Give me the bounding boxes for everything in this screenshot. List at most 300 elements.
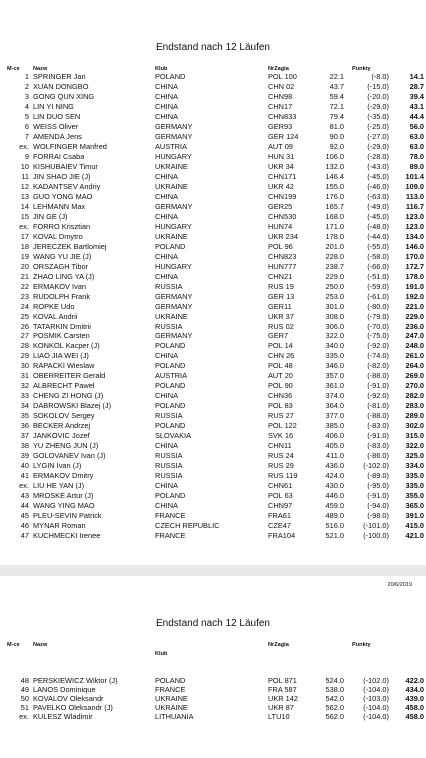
position-cell: 28 bbox=[20, 341, 29, 351]
points-discard-cell: (-59.0) bbox=[367, 281, 389, 291]
table-row bbox=[0, 421, 426, 430]
points-discard-cell: (-49.0) bbox=[367, 201, 389, 211]
points-gross-cell: 308.0 bbox=[325, 311, 344, 321]
position-cell: 37 bbox=[20, 431, 29, 441]
points-net-cell: 248.0 bbox=[405, 341, 424, 351]
points-discard-cell: (-80.0) bbox=[367, 301, 389, 311]
table-row bbox=[0, 132, 426, 141]
points-gross-cell: 22.1 bbox=[329, 72, 344, 81]
table-row bbox=[0, 182, 426, 191]
position-cell: ex. bbox=[19, 141, 29, 151]
points-gross-cell: 301.0 bbox=[325, 301, 344, 311]
points-gross-cell: 92.0 bbox=[329, 141, 344, 151]
table-row bbox=[0, 222, 426, 231]
club-cell: RUSSIA bbox=[155, 461, 183, 471]
points-discard-cell: (-75.0) bbox=[367, 331, 389, 341]
points-gross-cell: 377.0 bbox=[325, 411, 344, 421]
sail-number-cell: CHN98 bbox=[268, 91, 293, 101]
name-cell: ZHAO LING YA (J) bbox=[33, 271, 95, 281]
sail-number-cell: GER11 bbox=[268, 301, 292, 311]
points-discard-cell: (-8.0) bbox=[371, 72, 389, 81]
points-gross-cell: 43.7 bbox=[329, 81, 344, 91]
points-gross-cell: 335.0 bbox=[325, 351, 344, 361]
position-cell: 41 bbox=[20, 471, 29, 481]
points-discard-cell: (-58.0) bbox=[367, 251, 389, 261]
points-net-cell: 116.7 bbox=[405, 201, 424, 211]
table-row bbox=[0, 411, 426, 420]
table-row bbox=[0, 162, 426, 171]
points-net-cell: 421.0 bbox=[405, 531, 424, 541]
page-title: Endstand nach 12 Läufen bbox=[156, 618, 270, 629]
name-cell: ALBRECHT Pawel bbox=[33, 381, 95, 391]
club-cell: FRANCE bbox=[155, 511, 186, 521]
table-row bbox=[0, 82, 426, 91]
name-cell: CHENG ZI HONG (J) bbox=[33, 391, 104, 401]
club-cell: GERMANY bbox=[155, 131, 193, 141]
sail-number-cell: CHN 26 bbox=[268, 351, 295, 361]
club-cell: GERMANY bbox=[155, 201, 193, 211]
points-gross-cell: 430.0 bbox=[325, 481, 344, 491]
points-gross-cell: 155.0 bbox=[325, 181, 344, 191]
club-cell: FRANCE bbox=[155, 685, 186, 695]
points-net-cell: 270.0 bbox=[405, 381, 424, 391]
position-cell: 39 bbox=[20, 451, 29, 461]
club-cell: POLAND bbox=[155, 381, 186, 391]
points-discard-cell: (-91.0) bbox=[367, 431, 389, 441]
points-net-cell: 123.0 bbox=[405, 221, 424, 231]
points-net-cell: 63.0 bbox=[409, 141, 424, 151]
table-row bbox=[0, 192, 426, 201]
table-row bbox=[0, 461, 426, 470]
points-net-cell: 170.0 bbox=[405, 251, 424, 261]
header-points: Punkty bbox=[352, 642, 371, 648]
points-gross-cell: 322.0 bbox=[325, 331, 344, 341]
points-net-cell: 422.0 bbox=[405, 676, 424, 685]
sail-number-cell: LTU10 bbox=[268, 712, 290, 722]
position-cell: 40 bbox=[20, 461, 29, 471]
points-net-cell: 322.0 bbox=[405, 441, 424, 451]
table-row bbox=[0, 481, 426, 490]
points-net-cell: 221.0 bbox=[405, 301, 424, 311]
name-cell: JIN GE (J) bbox=[33, 211, 68, 221]
points-net-cell: 78.0 bbox=[409, 151, 424, 161]
name-cell: FORRAI Csaba bbox=[33, 151, 85, 161]
points-discard-cell: (-82.0) bbox=[367, 361, 389, 371]
table-row bbox=[0, 381, 426, 390]
position-cell: 19 bbox=[20, 251, 29, 261]
club-cell: POLAND bbox=[155, 241, 186, 251]
club-cell: GERMANY bbox=[155, 301, 193, 311]
points-discard-cell: (-43.0) bbox=[367, 161, 389, 171]
points-gross-cell: 178.0 bbox=[325, 231, 344, 241]
points-gross-cell: 562.0 bbox=[325, 712, 344, 722]
points-discard-cell: (-48.0) bbox=[367, 221, 389, 231]
points-gross-cell: 361.0 bbox=[325, 381, 344, 391]
position-cell: 2 bbox=[24, 81, 29, 91]
table-row bbox=[0, 122, 426, 131]
club-cell: RUSSIA bbox=[155, 451, 183, 461]
points-gross-cell: 106.0 bbox=[325, 151, 344, 161]
table-row bbox=[0, 511, 426, 520]
sail-number-cell: POL 100 bbox=[268, 72, 297, 81]
page-title: Endstand nach 12 Läufen bbox=[156, 42, 270, 53]
name-cell: GONG QUN XING bbox=[33, 91, 95, 101]
name-cell: AMENDA Jens bbox=[33, 131, 82, 141]
club-cell: FRANCE bbox=[155, 531, 186, 541]
club-cell: CHINA bbox=[155, 211, 178, 221]
sail-number-cell: CHN199 bbox=[268, 191, 297, 201]
header-sail-number: NrZagla bbox=[268, 642, 289, 648]
club-cell: RUSSIA bbox=[155, 471, 183, 481]
name-cell: KUCHMECKI Irenee bbox=[33, 531, 101, 541]
position-cell: 35 bbox=[20, 411, 29, 421]
table-row bbox=[0, 152, 426, 161]
sail-number-cell: CZE47 bbox=[268, 521, 292, 531]
points-net-cell: 178.0 bbox=[405, 271, 424, 281]
table-row bbox=[0, 172, 426, 181]
name-cell: LIU HE YAN (J) bbox=[33, 481, 85, 491]
club-cell: CHINA bbox=[155, 351, 178, 361]
position-cell: 50 bbox=[20, 694, 29, 704]
position-cell: 9 bbox=[24, 151, 29, 161]
points-discard-cell: (-91.0) bbox=[367, 381, 389, 391]
club-cell: CHINA bbox=[155, 501, 178, 511]
name-cell: ERMAKOV Dmitry bbox=[33, 471, 94, 481]
name-cell: GUO YONG MAO bbox=[33, 191, 93, 201]
sail-number-cell: UKR 87 bbox=[268, 703, 294, 713]
position-cell: 51 bbox=[20, 703, 29, 713]
position-cell: 48 bbox=[20, 676, 29, 685]
name-cell: DABROWSKI Blazej (J) bbox=[33, 401, 112, 411]
sail-number-cell: UKR 234 bbox=[268, 231, 298, 241]
club-cell: CHINA bbox=[155, 101, 178, 111]
points-gross-cell: 250.0 bbox=[325, 281, 344, 291]
club-cell: CHINA bbox=[155, 271, 178, 281]
name-cell: JANKOVIC Jozef bbox=[33, 431, 90, 441]
points-gross-cell: 385.0 bbox=[325, 421, 344, 431]
position-cell: 46 bbox=[20, 521, 29, 531]
points-net-cell: 261.0 bbox=[405, 351, 424, 361]
sail-number-cell: GER93 bbox=[268, 121, 293, 131]
points-gross-cell: 146.4 bbox=[325, 171, 344, 181]
points-discard-cell: (-104.0) bbox=[363, 703, 389, 713]
points-net-cell: 282.0 bbox=[405, 391, 424, 401]
points-gross-cell: 253.0 bbox=[325, 291, 344, 301]
points-discard-cell: (-44.0) bbox=[367, 231, 389, 241]
points-discard-cell: (-91.0) bbox=[367, 491, 389, 501]
table-row bbox=[0, 441, 426, 450]
points-discard-cell: (-28.0) bbox=[367, 151, 389, 161]
table-row bbox=[0, 361, 426, 370]
points-discard-cell: (-88.0) bbox=[367, 411, 389, 421]
sail-number-cell: POL 871 bbox=[268, 676, 297, 685]
points-discard-cell: (-98.0) bbox=[367, 511, 389, 521]
points-gross-cell: 364.0 bbox=[325, 401, 344, 411]
table-row bbox=[0, 491, 426, 500]
position-cell: 36 bbox=[20, 421, 29, 431]
name-cell: XUAN DONGBO bbox=[33, 81, 89, 91]
sail-number-cell: CHN530 bbox=[268, 211, 297, 221]
points-discard-cell: (-89.0) bbox=[367, 471, 389, 481]
club-cell: CHINA bbox=[155, 171, 178, 181]
header-club: Klub bbox=[155, 651, 168, 657]
points-gross-cell: 72.1 bbox=[329, 101, 344, 111]
club-cell: CHINA bbox=[155, 91, 178, 101]
points-discard-cell: (-103.0) bbox=[363, 694, 389, 704]
name-cell: LYGIN Ivan (J) bbox=[33, 461, 82, 471]
table-row bbox=[0, 501, 426, 510]
header-sail-number: NrZagla bbox=[268, 66, 289, 72]
points-discard-cell: (-55.0) bbox=[367, 241, 389, 251]
table-row bbox=[0, 471, 426, 480]
table-row bbox=[0, 676, 426, 685]
points-discard-cell: (-25.0) bbox=[367, 121, 389, 131]
points-gross-cell: 562.0 bbox=[325, 703, 344, 713]
position-cell: 23 bbox=[20, 291, 29, 301]
position-cell: 26 bbox=[20, 321, 29, 331]
points-gross-cell: 90.0 bbox=[329, 131, 344, 141]
club-cell: AUSTRIA bbox=[155, 141, 188, 151]
points-gross-cell: 357.0 bbox=[325, 371, 344, 381]
table-row bbox=[0, 322, 426, 331]
name-cell: WOLFINGER Manfred bbox=[33, 141, 107, 151]
points-gross-cell: 132.0 bbox=[325, 161, 344, 171]
club-cell: POLAND bbox=[155, 72, 186, 81]
club-cell: LITHUANIA bbox=[155, 712, 194, 722]
sail-number-cell: CHN36 bbox=[268, 391, 293, 401]
position-cell: 47 bbox=[20, 531, 29, 541]
points-net-cell: 269.0 bbox=[405, 371, 424, 381]
points-gross-cell: 436.0 bbox=[325, 461, 344, 471]
points-net-cell: 458.0 bbox=[405, 712, 424, 722]
name-cell: KOVAL Andrii bbox=[33, 311, 78, 321]
points-net-cell: 192.0 bbox=[405, 291, 424, 301]
table-row bbox=[0, 341, 426, 350]
position-cell: 4 bbox=[24, 101, 29, 111]
points-gross-cell: 81.0 bbox=[329, 121, 344, 131]
sail-number-cell: FRA 587 bbox=[268, 685, 297, 695]
table-row bbox=[0, 252, 426, 261]
sail-number-cell: GER 124 bbox=[268, 131, 299, 141]
club-cell: POLAND bbox=[155, 401, 186, 411]
sail-number-cell: CHN61 bbox=[268, 481, 293, 491]
position-cell: ex. bbox=[19, 712, 29, 722]
points-gross-cell: 346.0 bbox=[325, 361, 344, 371]
points-net-cell: 264.0 bbox=[405, 361, 424, 371]
position-cell: 5 bbox=[24, 111, 29, 121]
points-gross-cell: 168.0 bbox=[325, 211, 344, 221]
position-cell: 20 bbox=[20, 261, 29, 271]
sail-number-cell: HUN 31 bbox=[268, 151, 295, 161]
points-gross-cell: 238.7 bbox=[325, 261, 344, 271]
points-discard-cell: (-46.0) bbox=[367, 181, 389, 191]
points-net-cell: 43.1 bbox=[409, 101, 424, 111]
name-cell: FORRO Krisztian bbox=[33, 221, 91, 231]
sail-number-cell: GER7 bbox=[268, 331, 289, 341]
sail-number-cell: RUS 27 bbox=[268, 411, 294, 421]
points-gross-cell: 405.0 bbox=[325, 441, 344, 451]
position-cell: 17 bbox=[20, 231, 29, 241]
points-net-cell: 56.0 bbox=[409, 121, 424, 131]
position-cell: 49 bbox=[20, 685, 29, 695]
position-cell: 33 bbox=[20, 391, 29, 401]
club-cell: GERMANY bbox=[155, 121, 193, 131]
position-cell: 14 bbox=[20, 201, 29, 211]
club-cell: CHINA bbox=[155, 391, 178, 401]
table-row bbox=[0, 431, 426, 440]
name-cell: LANOS Dominique bbox=[33, 685, 96, 695]
position-cell: 34 bbox=[20, 401, 29, 411]
points-gross-cell: 538.0 bbox=[325, 685, 344, 695]
table-row bbox=[0, 391, 426, 400]
points-net-cell: 191.0 bbox=[405, 281, 424, 291]
club-cell: CHINA bbox=[155, 191, 178, 201]
points-net-cell: 109.0 bbox=[405, 181, 424, 191]
header-club: Klub bbox=[155, 66, 168, 72]
name-cell: RUDOLPH Frank bbox=[33, 291, 91, 301]
name-cell: ERMAKOV Ivan bbox=[33, 281, 86, 291]
sail-number-cell: FRA104 bbox=[268, 531, 296, 541]
print-date: 20/6/2019 bbox=[387, 582, 412, 588]
sail-number-cell: POL 96 bbox=[268, 241, 293, 251]
header-name: Nazw bbox=[33, 66, 48, 72]
points-discard-cell: (-104.0) bbox=[363, 712, 389, 722]
table-row bbox=[0, 112, 426, 121]
points-gross-cell: 516.0 bbox=[325, 521, 344, 531]
club-cell: CHINA bbox=[155, 481, 178, 491]
table-row bbox=[0, 371, 426, 380]
points-net-cell: 335.0 bbox=[405, 481, 424, 491]
position-cell: 38 bbox=[20, 441, 29, 451]
position-cell: 43 bbox=[20, 491, 29, 501]
points-net-cell: 123.0 bbox=[405, 211, 424, 221]
points-net-cell: 247.0 bbox=[405, 331, 424, 341]
club-cell: CHINA bbox=[155, 251, 178, 261]
name-cell: POSMIK Carsten bbox=[33, 331, 90, 341]
points-discard-cell: (-81.0) bbox=[367, 401, 389, 411]
position-cell: 15 bbox=[20, 211, 29, 221]
points-gross-cell: 59.4 bbox=[329, 91, 344, 101]
name-cell: KISHUBAIEV Timur bbox=[33, 161, 98, 171]
points-gross-cell: 340.0 bbox=[325, 341, 344, 351]
table-row bbox=[0, 262, 426, 271]
table-row bbox=[0, 401, 426, 410]
points-gross-cell: 542.0 bbox=[325, 694, 344, 704]
sail-number-cell: SVK 16 bbox=[268, 431, 294, 441]
points-net-cell: 39.4 bbox=[409, 91, 424, 101]
table-row bbox=[0, 685, 426, 694]
club-cell: CHINA bbox=[155, 111, 178, 121]
table-row bbox=[0, 142, 426, 151]
position-cell: 13 bbox=[20, 191, 29, 201]
club-cell: HUNGARY bbox=[155, 261, 192, 271]
points-discard-cell: (-88.0) bbox=[367, 371, 389, 381]
position-cell: 30 bbox=[20, 361, 29, 371]
name-cell: ROPKE Udo bbox=[33, 301, 75, 311]
sail-number-cell: CHN 02 bbox=[268, 81, 295, 91]
points-gross-cell: 521.0 bbox=[325, 531, 344, 541]
points-gross-cell: 411.0 bbox=[326, 451, 344, 461]
results-page-2 bbox=[0, 576, 426, 758]
header-position: M-ce bbox=[7, 642, 20, 648]
sail-number-cell: CHN823 bbox=[268, 251, 297, 261]
points-net-cell: 89.0 bbox=[409, 161, 424, 171]
name-cell: LIAO JIA WEI (J) bbox=[33, 351, 89, 361]
name-cell: KONKOL Kacper (J) bbox=[33, 341, 100, 351]
position-cell: 45 bbox=[20, 511, 29, 521]
club-cell: UKRAINE bbox=[155, 231, 188, 241]
points-gross-cell: 374.0 bbox=[325, 391, 344, 401]
sail-number-cell: POL 83 bbox=[268, 401, 293, 411]
name-cell: JIN SHAO JIE (J) bbox=[33, 171, 91, 181]
position-cell: 21 bbox=[20, 271, 29, 281]
points-net-cell: 101.4 bbox=[405, 171, 424, 181]
points-gross-cell: 228.0 bbox=[325, 251, 344, 261]
points-discard-cell: (-70.0) bbox=[367, 321, 389, 331]
points-net-cell: 236.0 bbox=[405, 321, 424, 331]
club-cell: CZECH REPUBLIC bbox=[155, 521, 220, 531]
club-cell: CHINA bbox=[155, 441, 178, 451]
position-cell: 18 bbox=[20, 241, 29, 251]
sail-number-cell: AUT 20 bbox=[268, 371, 293, 381]
position-cell: 29 bbox=[20, 351, 29, 361]
name-cell: SPRINGER Jan bbox=[33, 72, 86, 81]
points-discard-cell: (-94.0) bbox=[367, 501, 389, 511]
table-row bbox=[0, 351, 426, 360]
points-discard-cell: (-95.0) bbox=[367, 481, 389, 491]
position-cell: 22 bbox=[20, 281, 29, 291]
position-cell: 27 bbox=[20, 331, 29, 341]
name-cell: ORSZAGH Tibor bbox=[33, 261, 89, 271]
table-row bbox=[0, 331, 426, 340]
sail-number-cell: RUS 29 bbox=[268, 461, 294, 471]
points-gross-cell: 201.0 bbox=[325, 241, 344, 251]
name-cell: LEHMANN Max bbox=[33, 201, 86, 211]
points-gross-cell: 165.7 bbox=[325, 201, 344, 211]
sail-number-cell: POL 90 bbox=[268, 381, 293, 391]
points-discard-cell: (-51.0) bbox=[367, 271, 389, 281]
points-discard-cell: (-20.0) bbox=[367, 91, 389, 101]
points-net-cell: 439.0 bbox=[405, 694, 424, 704]
position-cell: 24 bbox=[20, 301, 29, 311]
sail-number-cell: HUN777 bbox=[268, 261, 297, 271]
points-discard-cell: (-86.0) bbox=[367, 451, 389, 461]
club-cell: HUNGARY bbox=[155, 221, 192, 231]
name-cell: GOLOVANEV Ivan (J) bbox=[33, 451, 106, 461]
points-discard-cell: (-83.0) bbox=[367, 441, 389, 451]
table-row bbox=[0, 703, 426, 712]
name-cell: BECKER Andrzej bbox=[33, 421, 91, 431]
name-cell: PAVELKO Oleksandr (J) bbox=[33, 703, 113, 713]
points-net-cell: 458.0 bbox=[405, 703, 424, 713]
points-discard-cell: (-104.0) bbox=[363, 685, 389, 695]
club-cell: SLOVAKIA bbox=[155, 431, 192, 441]
points-net-cell: 14.1 bbox=[409, 72, 424, 81]
table-row bbox=[0, 92, 426, 101]
position-cell: 10 bbox=[20, 161, 29, 171]
position-cell: 1 bbox=[24, 72, 29, 81]
points-gross-cell: 459.0 bbox=[325, 501, 344, 511]
position-cell: 7 bbox=[24, 131, 29, 141]
points-gross-cell: 79.4 bbox=[329, 111, 344, 121]
position-cell: 12 bbox=[20, 181, 29, 191]
points-net-cell: 434.0 bbox=[405, 685, 424, 695]
table-row bbox=[0, 302, 426, 311]
club-cell: UKRAINE bbox=[155, 311, 188, 321]
points-discard-cell: (-35.0) bbox=[367, 111, 389, 121]
table-row bbox=[0, 232, 426, 241]
club-cell: UKRAINE bbox=[155, 703, 188, 713]
